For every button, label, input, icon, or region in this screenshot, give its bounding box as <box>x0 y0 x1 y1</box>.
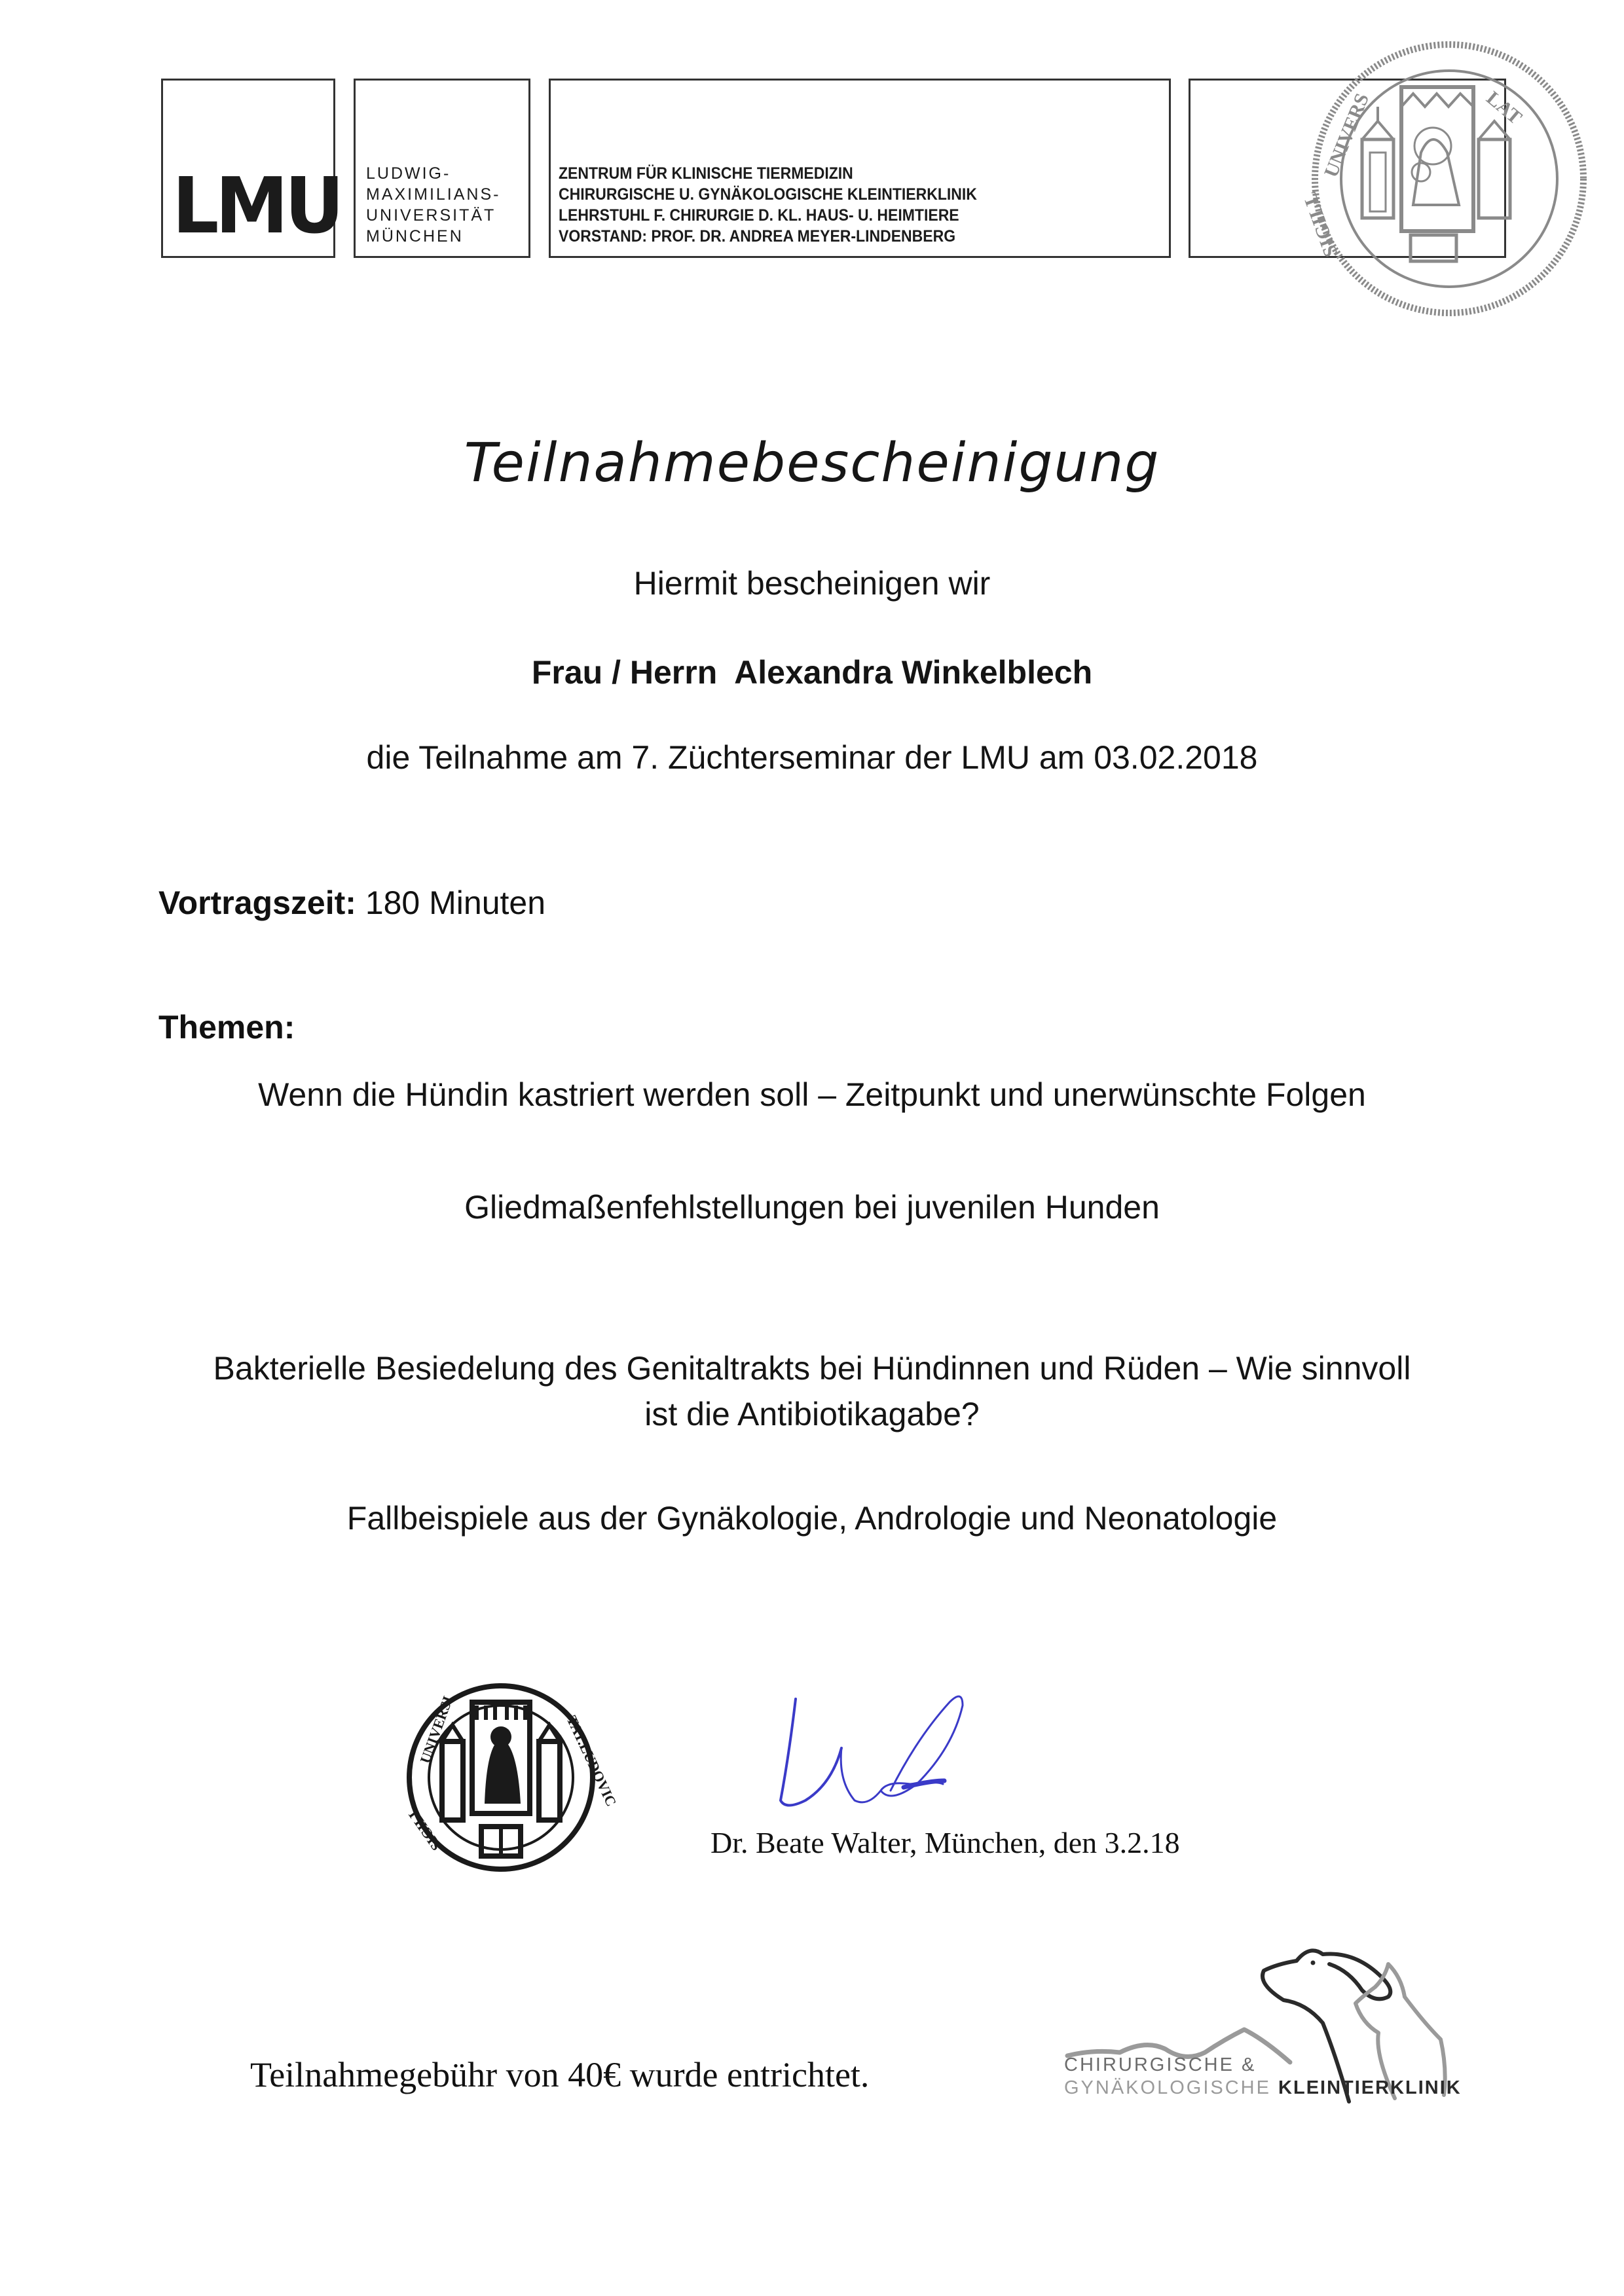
lmu-logo: LMU <box>172 160 341 251</box>
svg-text:SIGILL: SIGILL <box>403 1804 445 1854</box>
handwritten-signature <box>740 1676 1067 1833</box>
university-line: MAXIMILIANS- <box>366 185 501 204</box>
recipient-name: Frau / Herrn Alexandra Winkelblech <box>531 654 1093 691</box>
svg-text:UNIVERSI: UNIVERSI <box>416 1694 456 1766</box>
official-seal-icon <box>403 1679 620 1876</box>
clinic-name-line1: CHIRURGISCHE & <box>1064 2054 1257 2075</box>
lecture-duration <box>158 884 545 922</box>
topic-line: ist die Antibiotikagabe? <box>644 1396 980 1432</box>
department-line: ZENTRUM FÜR KLINISCHE TIERMEDIZIN <box>559 164 853 183</box>
department-info <box>559 163 977 247</box>
university-line: LUDWIG- <box>366 164 451 183</box>
department-line: LEHRSTUHL F. CHIRURGIE D. KL. HAUS- U. HEIMTIERE <box>559 206 959 225</box>
topic-item: Gliedmaßenfehlstellungen bei juvenilen Hunden <box>464 1189 1160 1226</box>
svg-text:UNIVERS: UNIVERS <box>1320 90 1374 181</box>
svg-text:LAT: LAT <box>1482 87 1526 129</box>
duration-value: 180 Minuten <box>365 884 546 921</box>
department-box <box>549 79 1171 258</box>
lmu-logo-box <box>161 79 341 258</box>
topic-item: Wenn die Hündin kastriert werden soll – Zeitpunkt und unerwünschte Folgen <box>258 1076 1366 1113</box>
signer-name-date: Dr. Beate Walter, München, den 3.2.18 <box>710 1826 1180 1859</box>
university-name <box>366 163 500 247</box>
participation-text: die Teilnahme am 7. Züchterseminar der LMU am 03.02.2018 <box>366 739 1258 776</box>
topic-line: Bakterielle Besiedelung des Genitaltrakts bei Hündinnen und Rüden – Wie sinnvoll <box>213 1350 1411 1387</box>
header-seal-box <box>1189 79 1526 260</box>
university-line: MÜNCHEN <box>366 227 464 246</box>
university-line: UNIVERSITÄT <box>366 206 496 225</box>
intro-text: Hiermit bescheinigen wir <box>633 565 991 602</box>
clinic-name-light: GYNÄKOLOGISCHE <box>1064 2077 1271 2098</box>
university-seal-icon <box>1190 81 1526 260</box>
topic-item: Fallbeispiele aus der Gynäkologie, Andrologie und Neonatologie <box>346 1500 1278 1537</box>
department-line: CHIRURGISCHE U. GYNÄKOLOGISCHE KLEINTIERKLINIK <box>559 185 977 204</box>
clinic-name-bold: KLEINTIERKLINIK <box>1278 2077 1462 2098</box>
fee-statement: Teilnahmegebühr von 40€ wurde entrichtet. <box>250 2055 870 2094</box>
svg-text:TAT.LUDOVIC: TAT.LUDOVIC <box>563 1713 620 1809</box>
duration-label: Vortragszeit: <box>158 884 356 921</box>
university-name-box <box>354 79 530 258</box>
topic-item <box>0 1345 1624 1437</box>
clinic-name-line2 <box>1064 2077 1462 2099</box>
department-line: VORSTAND: PROF. DR. ANDREA MEYER-LINDENBERG <box>559 227 956 246</box>
certificate-title: Teilnahmebescheinigung <box>464 432 1160 494</box>
topics-heading: Themen: <box>158 1009 295 1046</box>
svg-text:SIGILL: SIGILL <box>1299 189 1342 260</box>
